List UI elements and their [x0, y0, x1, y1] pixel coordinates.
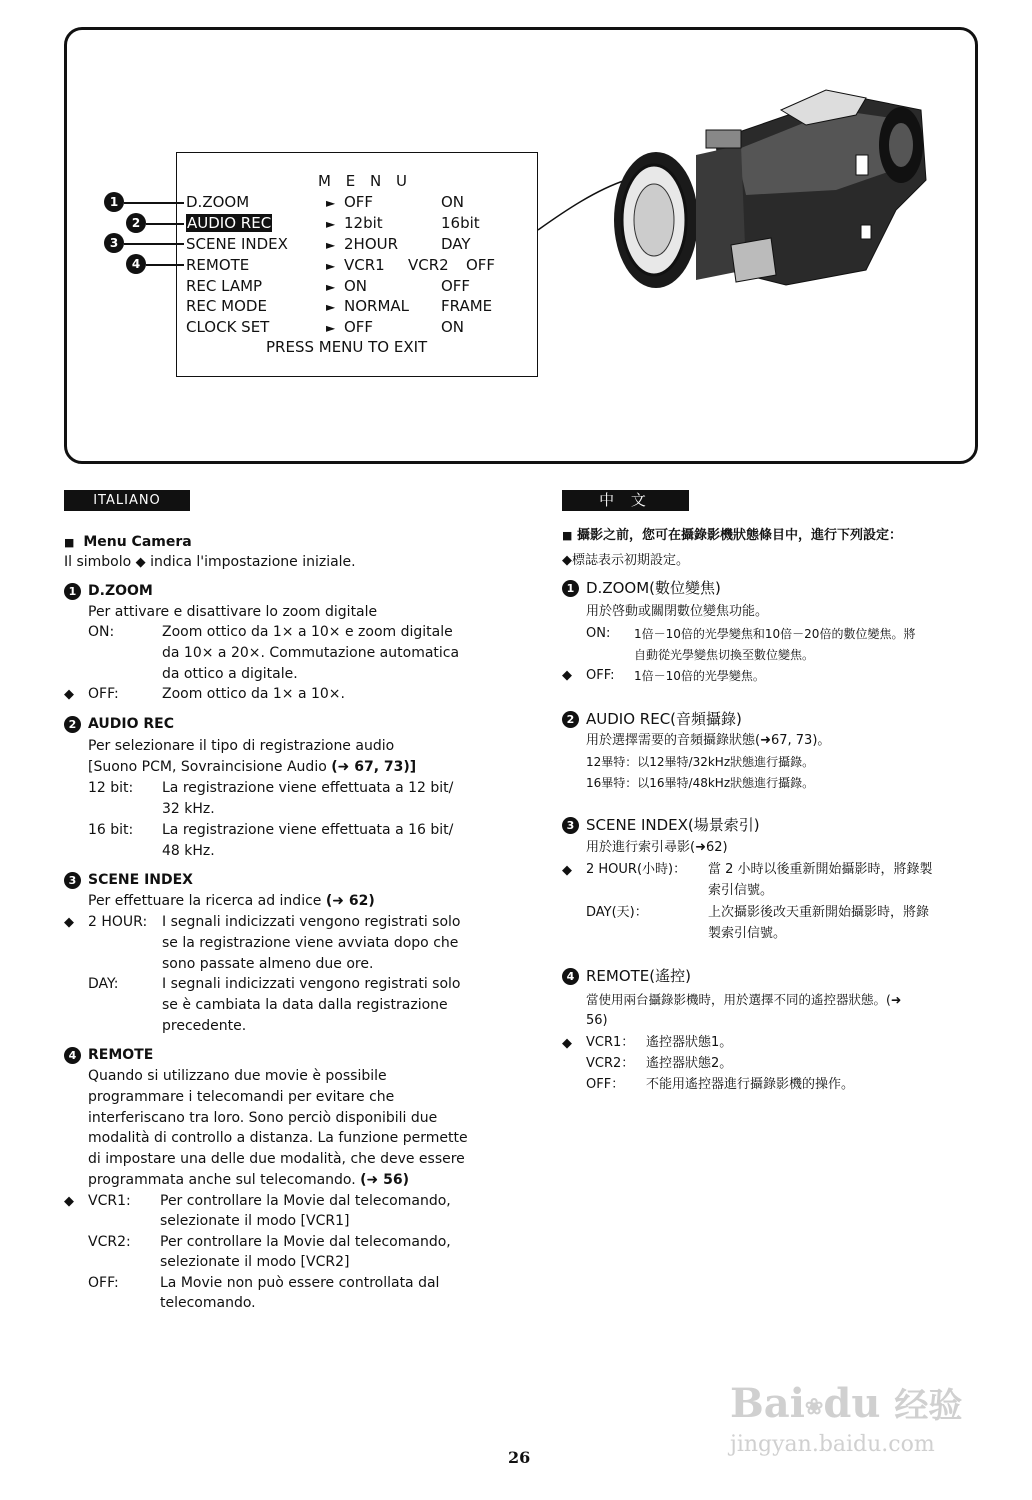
it-audio-title: AUDIO REC [88, 716, 174, 732]
zh-audio-12: 12畢特：以12畢特/32kHz狀態進行攝錄。 [586, 755, 815, 769]
menu-arrow-icon: ► [326, 238, 336, 252]
it-remote-vcr2-b: selezionate il modo [VCR2] [160, 1254, 350, 1270]
zh-remote-vcr2: 遙控器狀態2。 [646, 1056, 733, 1071]
leader-line [124, 202, 184, 204]
it-audio-16-a: La registrazione viene effettuata a 16 bit/ [162, 822, 454, 838]
leader-line [124, 243, 184, 245]
watermark-url: jingyan.baidu.com [730, 1432, 935, 1457]
menu-row-dzoom: D.ZOOM [186, 193, 250, 211]
zh-audio-16: 16畢特：以16畢特/48kHz狀態進行攝錄。 [586, 776, 815, 790]
it-remote-title: REMOTE [88, 1047, 154, 1063]
zh-remote-desc2: 56) [586, 1013, 608, 1028]
menu-row-remote: REMOTE [186, 256, 250, 274]
it-audio-desc2-text: [Suono PCM, Sovraincisione Audio [88, 759, 327, 775]
zh-remote-title: REMOTE(遙控) [586, 967, 691, 985]
it-remote-vcr2-key: VCR2: [88, 1234, 131, 1250]
menu-row-dzoom-v1: OFF [344, 193, 374, 211]
it-dzoom-off-key: OFF: [88, 686, 119, 702]
it-remote-off-key: OFF: [88, 1275, 119, 1291]
it-remote-p3: interferiscano tra loro. Sono perciò disponibili due [88, 1110, 438, 1126]
zh-scene-2h-1: 當 2 小時以後重新開始攝影時，將錄製 [708, 862, 933, 877]
zh-dzoom-off-1: 1倍－10倍的光學變焦。 [634, 669, 765, 683]
paw-icon: ❀ [804, 1394, 824, 1420]
menu-row-mode-v2: FRAME [441, 297, 493, 315]
callout-2: 2 [126, 213, 146, 233]
leader-line [146, 264, 184, 266]
menu-row-dzoom-v2: ON [441, 193, 465, 211]
menu-row-audio-v2: 16bit [441, 214, 480, 232]
it-audio-desc1: Per selezionare il tipo di registrazione audio [88, 738, 395, 754]
zh-remote-off-key: OFF： [586, 1077, 625, 1092]
zh-num-2: 2 [562, 711, 579, 728]
it-audio-12-b: 32 kHz. [162, 801, 215, 817]
menu-row-remote-v2: VCR2 [408, 256, 449, 274]
menu-row-remote-v1: VCR1 [344, 256, 385, 274]
it-intro-pre: Il simbolo [64, 554, 132, 570]
it-heading-text: Menu Camera [83, 534, 192, 550]
menu-row-scene-v1: 2HOUR [344, 235, 399, 253]
zh-remote-desc1: 當使用兩台攝錄影機時，用於選擇不同的遙控器狀態。(➜ [586, 992, 902, 1007]
menu-row-lamp-v2: OFF [441, 277, 471, 295]
menu-row-audio-rec [186, 214, 272, 232]
zh-heading: ■ 攝影之前，您可在攝錄影機狀態條目中，進行下列設定： [562, 528, 902, 543]
menu-arrow-icon: ► [326, 321, 336, 335]
it-dzoom-desc: Per attivare e disattivare lo zoom digitale [88, 604, 378, 620]
it-remote-p6-text: programmata anche sul telecomando. [88, 1172, 356, 1188]
it-scene-desc [88, 891, 375, 911]
it-dzoom-title: D.ZOOM [88, 583, 153, 599]
menu-row-clock-v1: OFF [344, 318, 374, 336]
callout-4: 4 [126, 254, 146, 274]
zh-dzoom-on-1: 1倍－10倍的光學變焦和10倍－20倍的數位變焦。將 [634, 627, 916, 641]
section-label-chinese: 中 文 [562, 490, 689, 511]
it-scene-2h-key: 2 HOUR: [88, 914, 148, 930]
it-remote-p4: modalità di controllo a distanza. La funzione permette [88, 1130, 468, 1146]
it-audio-16-b: 48 kHz. [162, 843, 215, 859]
diamond-icon: ◆ [64, 1194, 74, 1209]
menu-row-mode-v1: NORMAL [344, 297, 410, 315]
zh-audio-desc: 用於選擇需要的音頻攝錄狀態(➜67, 73)。 [586, 733, 831, 748]
menu-arrow-icon: ► [326, 280, 336, 294]
zh-scene-title: SCENE INDEX(場景索引) [586, 816, 760, 834]
menu-arrow-icon: ► [326, 300, 336, 314]
callout-3: 3 [104, 233, 124, 253]
zh-dzoom-desc: 用於啓動或關閉數位變焦功能。 [586, 604, 769, 619]
zh-remote-vcr2-key: VCR2： [586, 1056, 635, 1071]
page-number: 26 [508, 1448, 531, 1467]
it-remote-p5: di impostare una delle due modalità, che deve essere [88, 1151, 465, 1167]
it-audio-ref: (➜ 67, 73)] [331, 759, 417, 775]
it-audio-desc2 [88, 757, 416, 777]
watermark-brand2: du [823, 1380, 881, 1427]
zh-scene-2h-key: 2 HOUR(小時)： [586, 862, 687, 877]
it-dzoom-off-1: Zoom ottico da 1× a 10×. [162, 686, 345, 702]
it-remote-p2: programmare i telecomandi per evitare che [88, 1089, 395, 1105]
it-remote-vcr1-key: VCR1: [88, 1193, 131, 1209]
menu-exit-hint: PRESS MENU TO EXIT [266, 338, 428, 356]
zh-dzoom-title: D.ZOOM(數位變焦) [586, 579, 721, 597]
zh-num-4: 4 [562, 968, 579, 985]
it-intro-post: indica l'impostazione iniziale. [150, 554, 356, 570]
it-num-4: 4 [64, 1047, 81, 1064]
it-remote-vcr2-a: Per controllare la Movie dal telecomando, [160, 1234, 451, 1250]
it-dzoom-on-1: Zoom ottico da 1× a 10× e zoom digitale [162, 624, 453, 640]
it-num-1: 1 [64, 583, 81, 600]
it-scene-2h-2: se la registrazione viene avviata dopo che [162, 935, 459, 951]
menu-row-clock-v2: ON [441, 318, 465, 336]
it-scene-2h-1: I segnali indicizzati vengono registrati solo [162, 914, 461, 930]
it-dzoom-on-key: ON: [88, 624, 115, 640]
it-remote-off-a: La Movie non può essere controllata dal [160, 1275, 440, 1291]
it-audio-12-key: 12 bit: [88, 780, 134, 796]
menu-row-rec-lamp: REC LAMP [186, 277, 263, 295]
watermark-logo [730, 1378, 962, 1427]
zh-audio-title: AUDIO REC(音頻攝錄) [586, 710, 742, 728]
it-heading: ■ Menu Camera [64, 534, 192, 550]
it-audio-12-a: La registrazione viene effettuata a 12 bit/ [162, 780, 454, 796]
it-remote-vcr1-b: selezionate il modo [VCR1] [160, 1213, 350, 1229]
zh-scene-2h-2: 索引信號。 [708, 883, 774, 898]
leader-line [146, 223, 184, 225]
menu-row-audio-rec-label: AUDIO REC [187, 214, 272, 232]
menu-row-rec-mode: REC MODE [186, 297, 267, 315]
it-scene-day-key: DAY: [88, 976, 119, 992]
diamond-icon: ◆ [562, 863, 572, 878]
zh-scene-day-1: 上次攝影後改天重新開始攝影時，將錄 [708, 905, 930, 920]
diamond-icon: ◆ [64, 687, 74, 702]
menu-row-lamp-v1: ON [344, 277, 368, 295]
menu-row-audio-v1: 12bit [344, 214, 383, 232]
menu-row-scene-index: SCENE INDEX [186, 235, 288, 253]
it-scene-desc-text: Per effettuare la ricerca ad indice [88, 893, 322, 909]
zh-scene-day-key: DAY(天)： [586, 905, 648, 920]
diamond-icon: ◆ [562, 1036, 572, 1051]
zh-remote-off: 不能用遙控器進行攝錄影機的操作。 [646, 1077, 855, 1092]
zh-dzoom-off-key: OFF: [586, 668, 615, 683]
menu-arrow-icon: ► [326, 196, 336, 210]
section-label-italiano: ITALIANO [64, 490, 190, 511]
it-num-3: 3 [64, 872, 81, 889]
diamond-icon: ◆ [562, 668, 572, 683]
callout-1: 1 [104, 192, 124, 212]
it-audio-16-key: 16 bit: [88, 822, 134, 838]
it-intro [64, 552, 356, 573]
it-num-2: 2 [64, 716, 81, 733]
zh-scene-desc: 用於進行索引尋影(➜62) [586, 840, 728, 855]
zh-heading-text: 攝影之前，您可在攝錄影機狀態條目中，進行下列設定： [576, 528, 902, 543]
zh-remote-vcr1: 遙控器狀態1。 [646, 1035, 733, 1050]
it-scene-title: SCENE INDEX [88, 872, 193, 888]
watermark-cn: 经验 [894, 1386, 963, 1426]
it-dzoom-on-2: da 10× a 20×. Commutazione automatica [162, 645, 460, 661]
menu-row-remote-v3: OFF [466, 256, 496, 274]
watermark-brand: Bai [730, 1380, 805, 1427]
zh-remote-vcr1-key: VCR1： [586, 1035, 635, 1050]
it-remote-vcr1-a: Per controllare la Movie dal telecomando, [160, 1193, 451, 1209]
menu-row-clock-set: CLOCK SET [186, 318, 270, 336]
it-remote-p6 [88, 1170, 409, 1190]
diamond-icon: ◆ [135, 555, 146, 570]
it-dzoom-on-3: da ottico a digitale. [162, 666, 298, 682]
it-scene-day-1: I segnali indicizzati vengono registrati solo [162, 976, 461, 992]
zh-num-3: 3 [562, 817, 579, 834]
it-remote-ref: (➜ 56) [360, 1172, 410, 1188]
menu-arrow-icon: ► [326, 259, 336, 273]
zh-intro: ◆標誌表示初期設定。 [562, 553, 689, 568]
it-scene-day-2: se è cambiata la data dalla registrazione [162, 997, 448, 1013]
zh-scene-day-2: 製索引信號。 [708, 926, 787, 941]
zh-num-1: 1 [562, 580, 579, 597]
zh-dzoom-on-2: 自動從光學變焦切換至數位變焦。 [634, 648, 815, 662]
diamond-icon: ◆ [64, 915, 74, 930]
it-remote-off-b: telecomando. [160, 1295, 256, 1311]
menu-arrow-icon: ► [326, 217, 336, 231]
it-scene-ref: (➜ 62) [325, 893, 375, 909]
it-remote-p1: Quando si utilizzano due movie è possibile [88, 1068, 387, 1084]
zh-dzoom-on-key: ON: [586, 626, 611, 641]
menu-row-scene-v2: DAY [441, 235, 471, 253]
it-scene-day-3: precedente. [162, 1018, 247, 1034]
camcorder-illustration [536, 70, 936, 300]
menu-title: M E N U [318, 172, 412, 190]
it-scene-2h-3: sono passate almeno due ore. [162, 956, 374, 972]
